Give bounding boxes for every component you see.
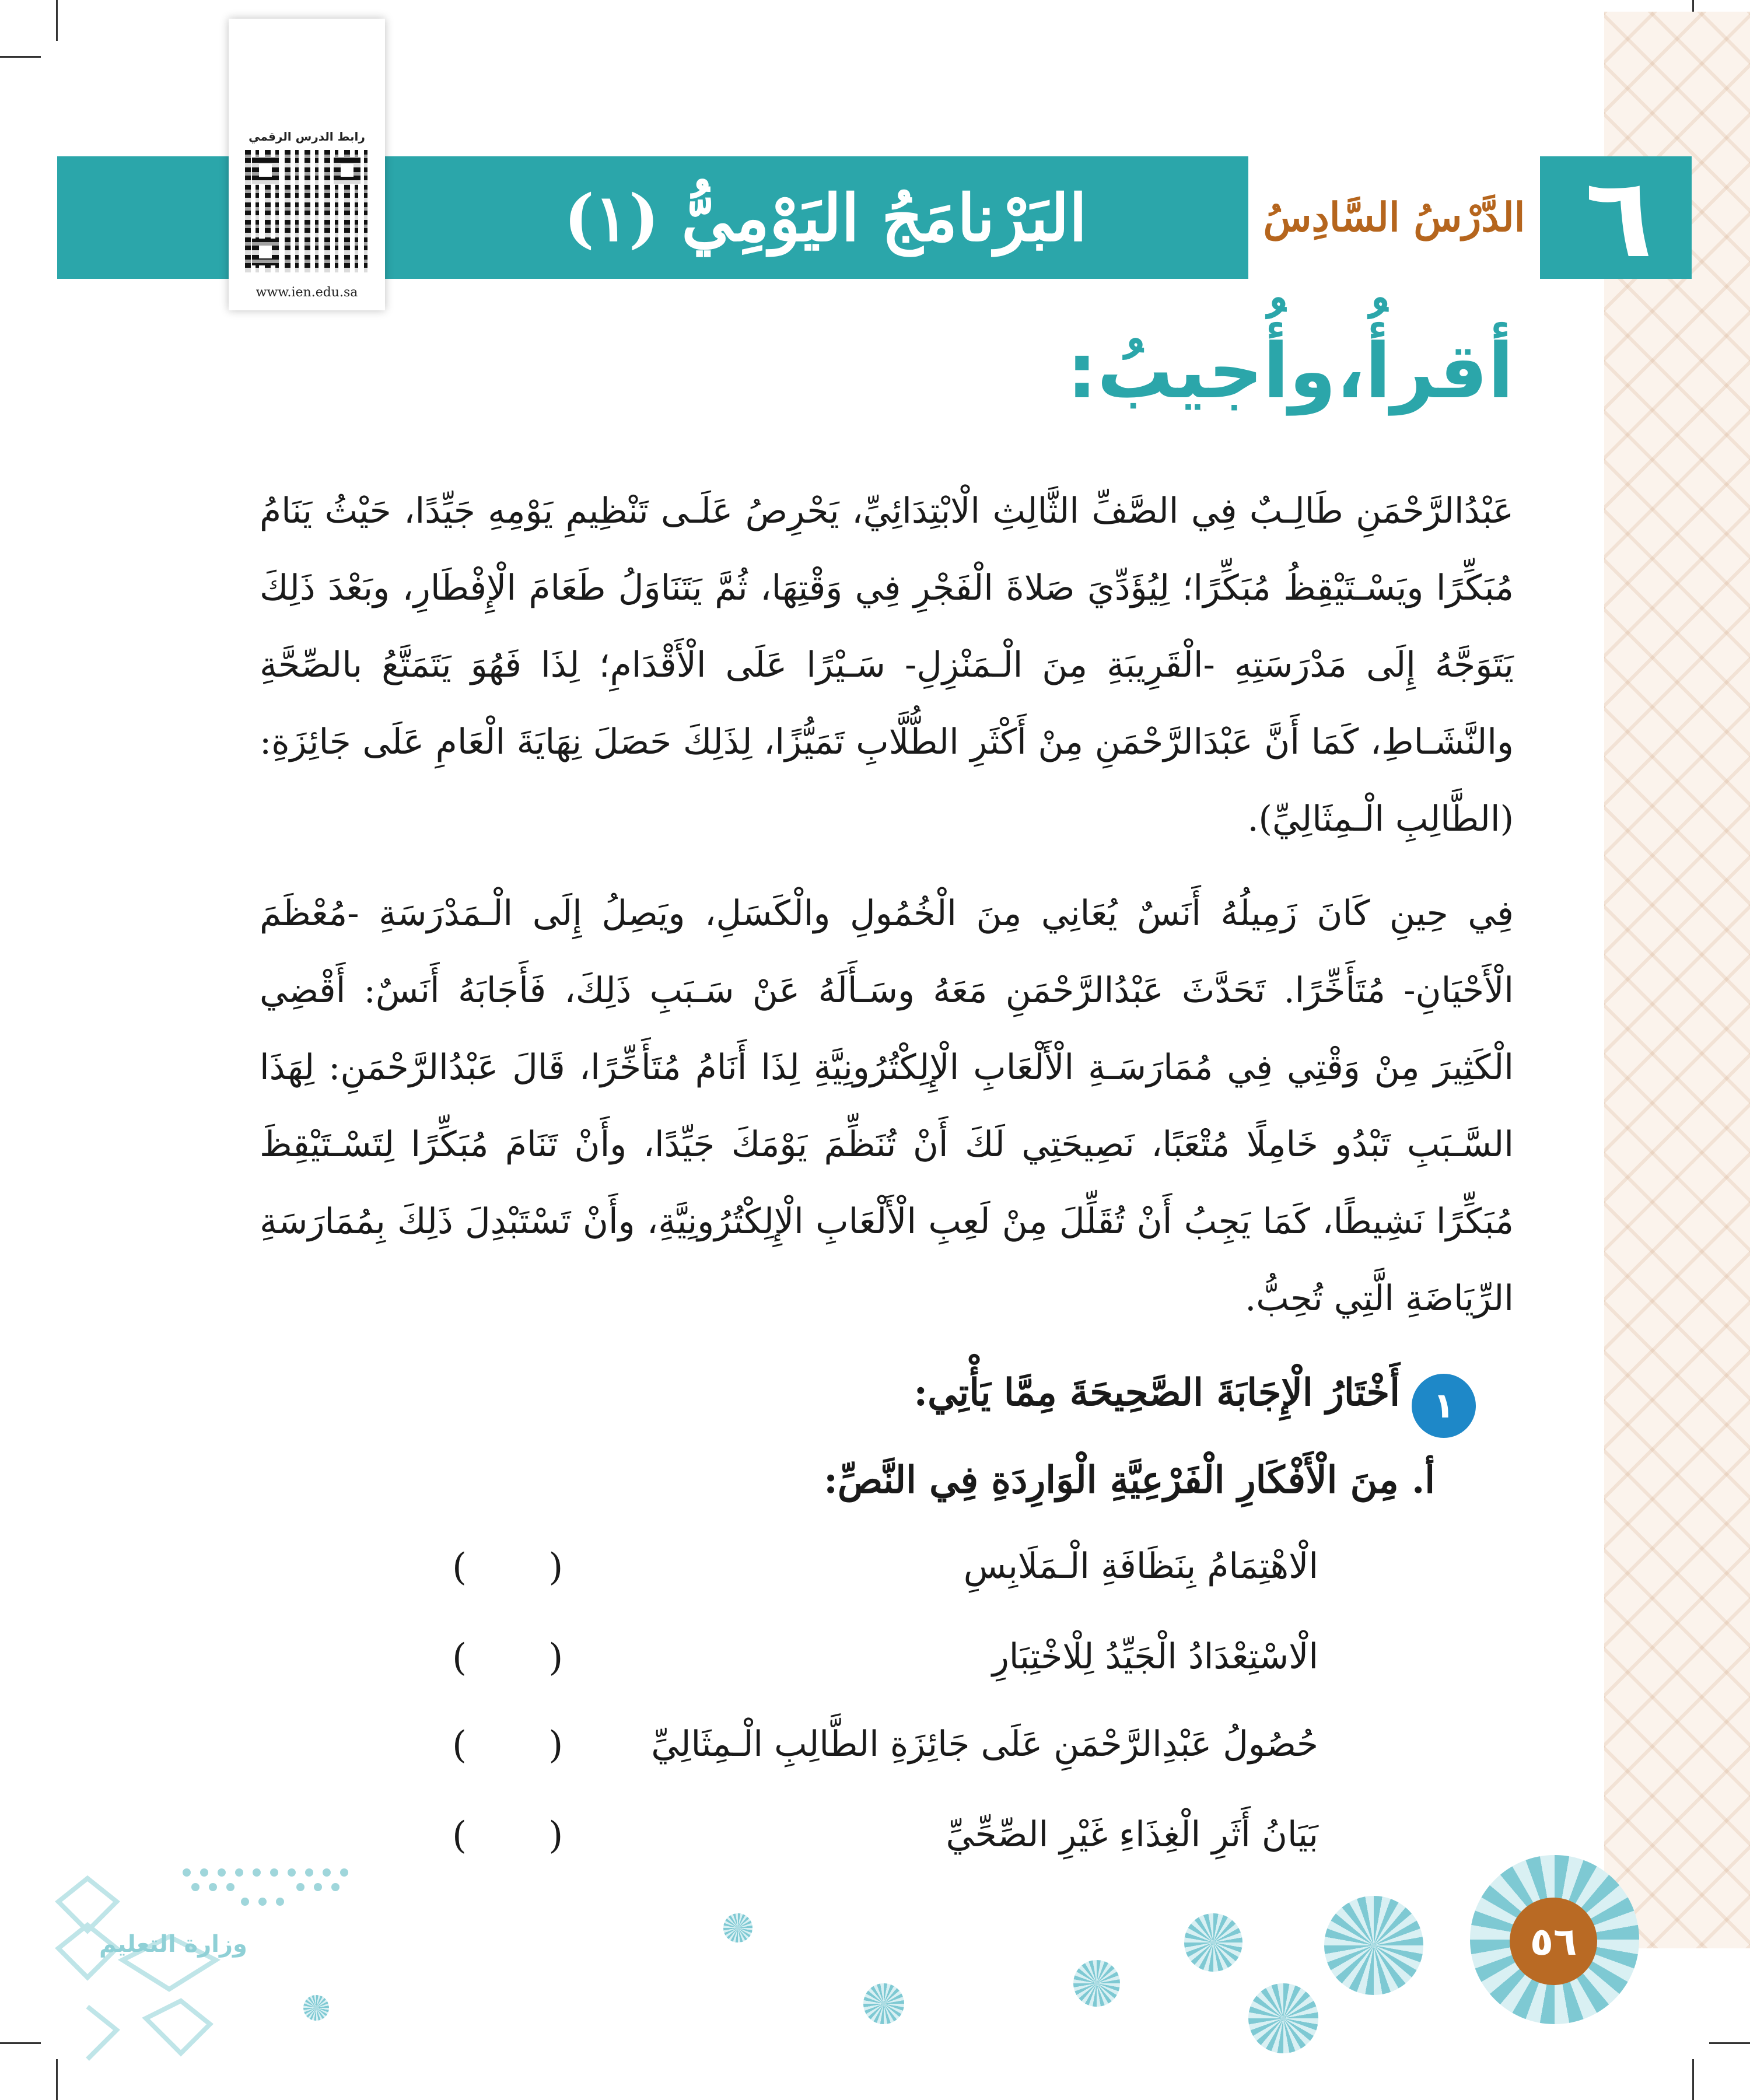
qr-caption: رابط الدرس الرقمي bbox=[249, 130, 365, 144]
qr-code-icon[interactable] bbox=[245, 150, 368, 272]
decorative-rosette-icon bbox=[863, 1983, 904, 2024]
question-number-badge: ١ bbox=[1412, 1374, 1476, 1438]
decorative-rosette-icon bbox=[1324, 1896, 1423, 1995]
answer-checkbox[interactable]: ( ) bbox=[452, 1724, 598, 1767]
lesson-label: الدَّرْسُ السَّادِسُ bbox=[1263, 194, 1525, 241]
answer-option: الْاهْتِمَامُ بِنَظَافَةِ الْـمَلَابِسِ bbox=[963, 1546, 1318, 1587]
question-prompt: أَخْتَارُ الْإِجَابَةَ الصَّحِيحَةَ مِمَّا يَأْتِي: bbox=[914, 1371, 1400, 1415]
reading-paragraph-2: فِي حِينِ كَانَ زَمِيلُهُ أَنَسٌ يُعَانِي مِنَ الْخُمُولِ والْكَسَلِ، ويَصِلُ إِلَى الْـمَدْرَسَةِ -مُعْظَمَ الْأَحْيَانِ- مُتَأَخِّرًا. تَحَدَّثَ عَبْدُالرَّحْمَنِ مَعَهُ وسَـأَلَهُ عَنْ سَـبَبِ ذَلِكَ، فَأَجَابَهُ أَنَسٌ: أَقْضِي الْكَثِيرَ مِنْ وَقْتِي فِي مُمَارَسَـةِ الْأَلْعَابِ الْإِلِكْتُرُونِيَّةِ لِذَا أَنَامُ مُتَأَخِّرًا، قَالَ عَبْدُالرَّحْمَنِ: لِهَذَا السَّـبَبِ تَبْدُو خَامِلًا مُتْعَبًا، نَصِيحَتِي لَكَ أَنْ تُنَظِّمَ يَوْمَكَ جَيِّدًا، وأَنْ تَنَامَ مُبَكِّرًا لِتَسْـتَيْقِظَ مُبَكِّرًا نَشِيطًا، كَمَا يَجِبُ أَنْ تُقَلِّلَ مِنْ لَعِبِ الْأَلْعَابِ الْإِلِكْتُرُونِيَّةِ، وأَنْ تَسْتَبْدِلَ ذَلِكَ بِمُمَارَسَةِ الرِّيَاضَةِ الَّتِي تُحِبُّ. bbox=[260, 893, 1514, 1319]
crop-mark bbox=[1692, 2059, 1694, 2100]
decorative-rosette-icon bbox=[1073, 1960, 1120, 2007]
crop-mark bbox=[1709, 2042, 1750, 2044]
decorative-rosette-icon bbox=[1248, 1983, 1318, 2053]
section-heading: أقرأُ،وأُجيبُ: bbox=[1066, 327, 1514, 415]
ministry-of-education-logo bbox=[52, 1855, 379, 2077]
crop-mark bbox=[56, 0, 58, 41]
answer-option: حُصُولُ عَبْدِالرَّحْمَنِ عَلَى جَائِزَةِ الطَّالِبِ الْـمِثَالِيِّ bbox=[651, 1724, 1318, 1765]
page-number: ٥٦ bbox=[1510, 1898, 1597, 1985]
answer-checkbox[interactable]: ( ) bbox=[452, 1636, 598, 1679]
decorative-rosette-icon bbox=[723, 1913, 752, 1943]
decorative-rosette-icon bbox=[1184, 1913, 1242, 1972]
answer-option: بَيَانُ أَثَرِ الْغِذَاءِ غَيْرِ الصِّحِّيِّ bbox=[946, 1814, 1318, 1855]
answer-checkbox[interactable]: ( ) bbox=[452, 1814, 598, 1857]
answer-option: الْاسْتِعْدَادُ الْجَيِّدُ لِلْاخْتِبَارِ bbox=[992, 1636, 1318, 1677]
digital-lesson-qr-card[interactable] bbox=[229, 19, 385, 310]
question-sub-prompt: أ. مِنَ الْأَفْكَارِ الْفَرْعِيَّةِ الْوَارِدَةِ فِي النَّصِّ: bbox=[824, 1458, 1435, 1502]
crop-mark bbox=[0, 2042, 41, 2044]
lesson-label-box bbox=[1248, 156, 1540, 279]
lesson-number: ٦ bbox=[1585, 153, 1653, 282]
lesson-title: البَرْنامَجُ اليَوْمِيُّ (١) bbox=[564, 180, 1087, 256]
ministry-logo-text: وزارة التعليم bbox=[99, 1931, 247, 1958]
crop-mark bbox=[0, 56, 41, 58]
decorative-side-band bbox=[1604, 12, 1750, 1948]
qr-url[interactable]: www.ien.edu.sa bbox=[256, 285, 358, 300]
reading-paragraph-1: عَبْدُالرَّحْمَنِ طَالِـبٌ فِي الصَّفِّ الثَّالِثِ الْابْتِدَائِيِّ، يَحْرِصُ عَلَـى تَنْظِيمِ يَوْمِهِ جَيِّدًا، حَيْثُ يَنَامُ مُبَكِّرًا ويَسْـتَيْقِظُ مُبَكِّرًا؛ لِيُؤَدِّيَ صَلاةَ الْفَجْرِ فِي وَقْتِهَا، ثُمَّ يَتَنَاوَلُ طَعَامَ الْإِفْطَارِ، وبَعْدَ ذَلِكَ يَتَوَجَّهُ إِلَى مَدْرَسَتِهِ -الْقَرِيبَةِ مِنَ الْـمَنْزِلِ- سَـيْرًا عَلَى الْأَقْدَامِ؛ لِذَا فَهُوَ يَتَمَتَّعُ بالصِّحَّةِ والنَّشَـاطِ، كَمَا أَنَّ عَبْدَالرَّحْمَنِ مِنْ أَكْثَرِ الطُّلَّابِ تَمَيُّزًا، لِذَلِكَ حَصَلَ نِهَايَةَ الْعَامِ عَلَى جَائِزَةِ: (الطَّالِبِ الْـمِثَالِيِّ). bbox=[260, 491, 1514, 839]
answer-checkbox[interactable]: ( ) bbox=[452, 1546, 598, 1589]
